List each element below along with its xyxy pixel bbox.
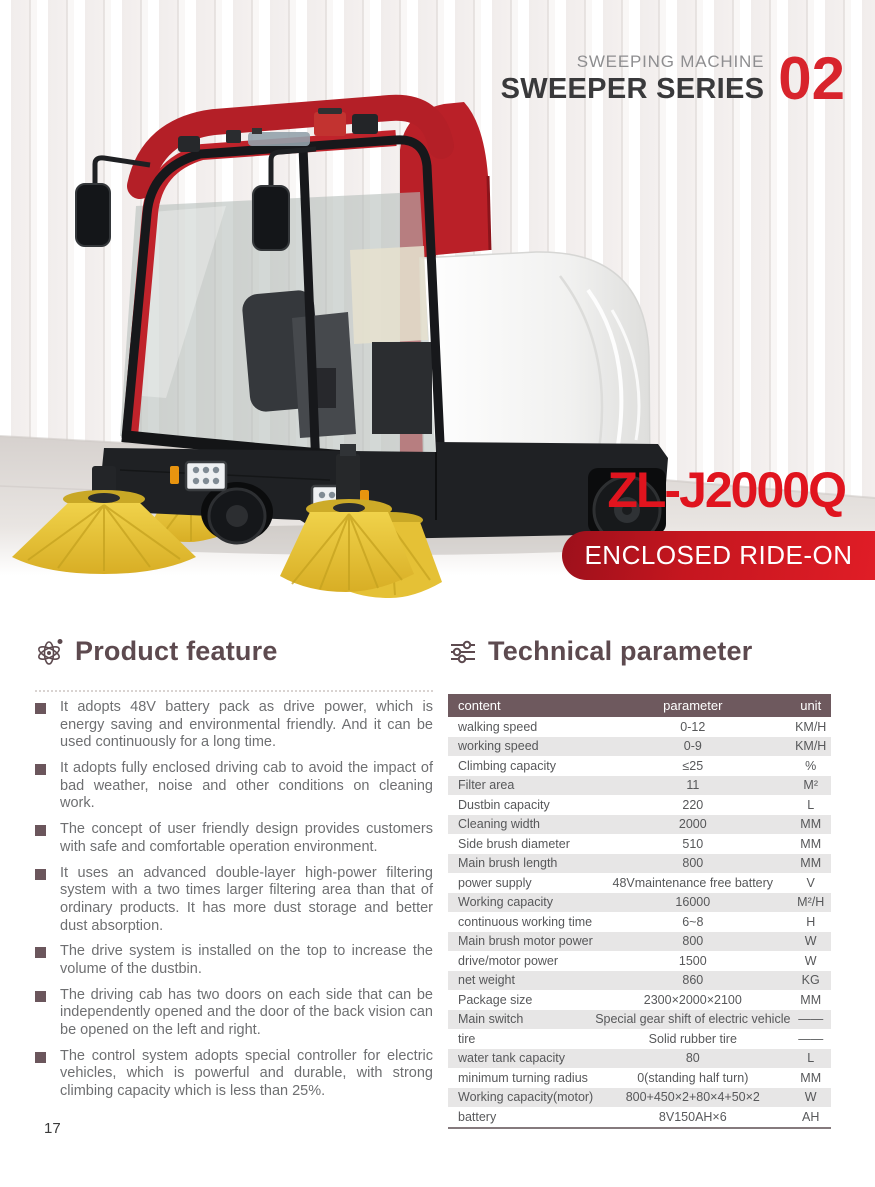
param-name: Dustbin capacity [458,797,550,812]
column-header-parameter: parameter [595,694,790,717]
table-row [448,1029,831,1049]
param-unit: MM [800,817,822,831]
param-name: Cleaning width [458,817,540,831]
param-unit: MM [800,992,822,1007]
param-unit: —— [798,1031,824,1046]
param-value: ≤25 [682,758,704,773]
table-row [448,756,831,776]
bullet-square-icon [35,764,46,775]
feature-text: It adopts fully enclosed driving cab to avoid the impact of bad weather, noise and other conditions on cleaning work. [60,760,433,812]
param-unit: KM/H [795,719,827,734]
feature-text: The control system adopts special controller for electric vehicles, which is powerful and durable, with strong climbing capacity which is less than 25%. [60,1047,433,1100]
param-value: 0-9 [683,739,702,753]
table-row [448,912,831,932]
param-unit: AH [802,1109,820,1124]
bullet-square-icon [35,825,46,836]
param-unit: H [806,914,816,929]
table-row [448,834,831,854]
table-row [448,854,831,874]
feature-item [35,943,433,978]
param-unit: V [806,875,815,890]
param-unit: MM [800,856,822,870]
param-name: Main switch [458,1012,524,1026]
param-unit: MM [800,836,822,851]
feature-item [35,865,433,936]
bullet-square-icon [35,991,46,1002]
param-unit: L [807,797,815,812]
param-value: 860 [682,973,704,987]
param-unit: MM [800,1070,822,1085]
table-row [448,990,831,1010]
table-row [448,951,831,971]
table-header-row [448,694,831,717]
bullet-square-icon [35,703,46,714]
bullet-square-icon [35,947,46,958]
param-name: Main brush length [458,856,558,870]
param-name: power supply [458,875,532,890]
product-feature-section [35,636,433,1109]
table-row [448,1088,831,1108]
param-name: Package size [458,992,533,1007]
product-feature-title: Product feature [75,636,278,666]
series-label: SWEEPING MACHINE [576,52,765,71]
atom-icon [35,637,65,667]
product-feature-heading [35,636,433,692]
bullet-square-icon [35,869,46,880]
param-name: minimum turning radius [458,1070,588,1085]
param-value: 80 [685,1051,700,1065]
feature-text: It adopts 48V battery pack as drive power, which is energy saving and environmental friendly. And it can be used continuously for a long time. [60,699,433,751]
param-name: Side brush diameter [458,836,570,851]
param-name: Filter area [458,778,515,792]
param-value: Solid rubber tire [648,1031,737,1046]
param-value: 8V150AH×6 [658,1109,727,1124]
param-name: tire [458,1031,476,1046]
model-name: ZL-J2000Q [607,462,845,518]
param-unit: —— [798,1012,824,1026]
param-unit: W [804,934,817,948]
table-row [448,815,831,835]
series-title: SWEEPER SERIES [500,73,765,105]
page-number: 17 [44,1120,61,1137]
param-unit: W [804,953,817,968]
parameter-table [448,694,831,1129]
technical-parameter-title: Technical parameter [488,636,753,666]
param-unit: M² [803,778,818,792]
param-unit: % [805,758,817,773]
feature-text: It uses an advanced double-layer high-power filtering system with a two times larger filtering area than that of ordinary products. It has more dust storage and better dust absorption. [60,864,433,934]
param-value: 800+450×2+80×4+50×2 [625,1090,760,1104]
param-name: battery [458,1109,497,1124]
table-row [448,795,831,815]
param-name: Climbing capacity [458,758,556,773]
param-value: 800 [682,934,704,948]
table-row [448,873,831,893]
param-name: Working capacity(motor) [458,1090,594,1104]
param-value: 220 [682,797,704,812]
table-row [448,717,831,737]
param-name: Working capacity [458,895,553,909]
feature-item [35,699,433,752]
column-header-unit: unit [790,694,831,717]
param-value: 1500 [678,953,707,968]
table-row [448,1107,831,1128]
bullet-square-icon [35,1052,46,1063]
feature-item [35,1048,433,1101]
param-value: 16000 [675,895,711,909]
param-value: 6~8 [682,914,704,929]
brand-header [500,44,845,112]
param-unit: KM/H [795,739,827,753]
table-row [448,1010,831,1030]
table-row [448,971,831,991]
table-row [448,1068,831,1088]
sliders-icon [448,637,478,667]
param-name: working speed [458,739,539,753]
type-banner [562,531,875,580]
feature-item [35,760,433,813]
param-unit: KG [801,973,820,987]
feature-text: The concept of user friendly design provides customers with safe and comfortable operation environment. [60,821,433,855]
param-name: net weight [458,973,515,987]
table-row [448,893,831,913]
table-row [448,932,831,952]
feature-text: The drive system is installed on the top to increase the volume of the dustbin. [60,943,433,977]
column-header-content: content [448,694,595,717]
feature-item [35,821,433,856]
table-row [448,737,831,757]
feature-text: The driving cab has two doors on each side that can be independently opened and the door of the back vision can be opened on the left and right. [60,986,433,1038]
technical-parameter-heading [448,636,831,667]
param-unit: M²/H [797,895,825,909]
param-name: drive/motor power [458,953,559,968]
param-value: 11 [686,778,700,792]
param-value: 800 [682,856,704,870]
technical-parameter-section [448,636,831,1129]
param-unit: L [807,1051,815,1065]
param-value: 2300×2000×2100 [643,992,742,1007]
param-value: 48Vmaintenance free battery [612,875,774,890]
param-name: walking speed [458,719,538,734]
feature-item [35,987,433,1040]
param-value: 510 [682,836,704,851]
param-name: continuous working time [458,914,593,929]
param-value: Special gear shift of electric vehicle [595,1012,791,1026]
param-unit: W [804,1090,817,1104]
param-name: water tank capacity [458,1051,565,1065]
series-number: 02 [778,44,845,112]
type-banner-label: ENCLOSED RIDE-ON [584,540,853,570]
param-value: 0-12 [680,719,706,734]
feature-list [35,699,433,1101]
table-row [448,1049,831,1069]
param-name: Main brush motor power [458,934,593,948]
table-row [448,776,831,796]
param-value: 2000 [678,817,707,831]
param-value: 0(standing half turn) [637,1070,749,1085]
